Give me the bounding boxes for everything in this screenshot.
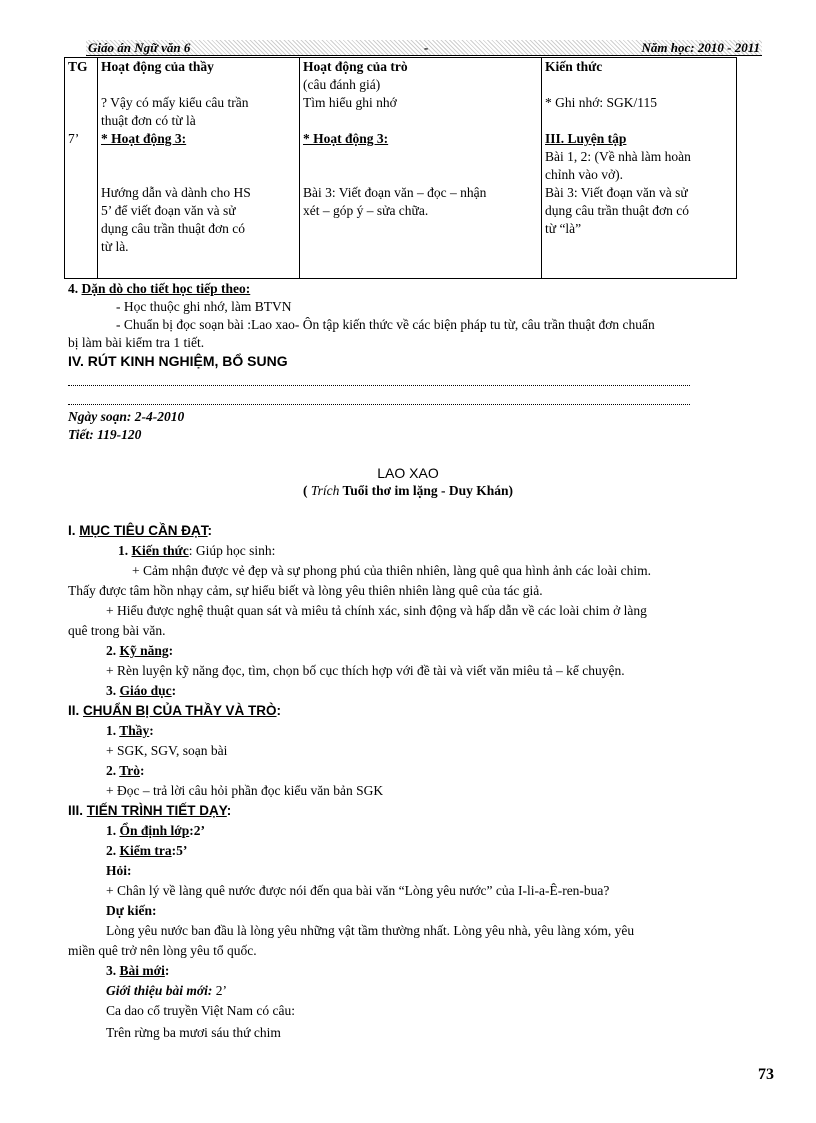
subsection-ky-nang: 2. Kỹ năng: <box>106 643 174 658</box>
s4-line: - Chuẩn bị đọc soạn bài :Lao xao- Ôn tập kiến thức về các biện pháp tu từ, câu trần thuật đơn chuẩn <box>116 317 655 332</box>
col-kien-thuc <box>542 58 737 279</box>
col-thay <box>98 58 300 279</box>
period-line: Tiết: 119-120 <box>68 427 142 442</box>
tro-text: Tìm hiểu ghi nhớ <box>303 95 397 110</box>
subsection-kien-thuc: 1. Kiến thức: Giúp học sinh: <box>118 543 276 558</box>
lesson-table <box>64 57 737 279</box>
body-line: quê trong bài văn. <box>68 623 166 638</box>
s4-line: - Học thuộc ghi nhớ, làm BTVN <box>116 299 292 314</box>
intro-line: Giới thiệu bài mới: 2’ <box>106 983 227 998</box>
kien-text: * Ghi nhớ: SGK/115 <box>545 95 658 110</box>
page-subtitle: ( Trích Tuổi thơ im lặng - Duy Khán) <box>302 483 514 498</box>
thay-activity: * Hoạt động 3: <box>101 131 187 146</box>
kien-text: Bài 1, 2: (Về nhà làm hoàn <box>545 149 691 164</box>
thay-text: dụng câu trần thuật đơn có <box>101 221 245 236</box>
section-1-heading: I. MỤC TIÊU CẦN ĐẠT: <box>68 523 213 538</box>
col-tg <box>65 58 98 279</box>
s4-line: bị làm bài kiểm tra 1 tiết. <box>68 335 205 350</box>
body-line: Thấy được tâm hồn nhạy cảm, sự hiểu biết và lòng yêu thiên nhiên làng quê của tác giả. <box>68 583 543 598</box>
subsection-kiem-tra: 2. Kiểm tra:5’ <box>106 843 188 858</box>
thay-text: ? Vậy có mấy kiểu câu trần <box>101 95 249 110</box>
dotted-line <box>68 403 690 405</box>
th-thay: Hoạt động của thầy <box>101 59 214 74</box>
date-line: Ngày soạn: 2-4-2010 <box>68 409 185 424</box>
section-2-heading: II. CHUẨN BỊ CỦA THẦY VÀ TRÒ: <box>68 703 282 718</box>
subsection-tro: 2. Trò: <box>106 763 145 778</box>
dotted-line <box>68 384 690 386</box>
section-4-heading: 4. Dặn dò cho tiết học tiếp theo: <box>68 281 251 296</box>
table-row <box>65 58 737 279</box>
subsection-bai-moi: 3. Bài mới: <box>106 963 170 978</box>
subsection-on-dinh: 1. Ổn định lớp:2’ <box>106 823 206 838</box>
header-separator: - <box>424 40 429 55</box>
th-kien: Kiến thức <box>545 59 603 74</box>
col-tro <box>300 58 542 279</box>
section-iv-heading: IV. RÚT KINH NGHIỆM, BỔ SUNG <box>68 353 288 369</box>
body-line: + Chân lý về làng quê nước được nói đến qua bài văn “Lòng yêu nước” của I-li-a-Ê-ren-bua? <box>106 883 610 898</box>
tro-activity: * Hoạt động 3: <box>303 131 389 146</box>
page-header <box>86 40 762 56</box>
expected-label: Dự kiến: <box>106 903 157 918</box>
body-line: Ca dao cổ truyền Việt Nam có câu: <box>106 1003 295 1018</box>
body-line: Trên rừng ba mươi sáu thứ chim <box>106 1025 281 1040</box>
tro-text: Bài 3: Viết đoạn văn – đọc – nhận <box>303 185 487 200</box>
kien-text: dụng câu trần thuật đơn có <box>545 203 689 218</box>
kien-heading: III. Luyện tập <box>545 131 627 146</box>
subsection-thay: 1. Thầy: <box>106 723 154 738</box>
body-line: + Rèn luyện kỹ năng đọc, tìm, chọn bố cục thích hợp với đề tài và viết văn miêu tả – kể chuyện. <box>106 663 625 678</box>
body-line: miền quê trở nên lòng yêu tổ quốc. <box>68 943 257 958</box>
th-tg: TG <box>68 59 88 74</box>
body-line: Lòng yêu nước ban đầu là lòng yêu những vật tầm thường nhất. Lòng yêu nhà, yêu làng xóm, yêu <box>106 923 635 938</box>
kien-text: Bài 3: Viết đoạn văn và sử <box>545 185 688 200</box>
kien-text: chỉnh vào vở). <box>545 167 623 182</box>
thay-text: thuật đơn có từ là <box>101 113 196 128</box>
section-3-heading: III. TIẾN TRÌNH TIẾT DẠY: <box>68 803 232 818</box>
body-line: + SGK, SGV, soạn bài <box>106 743 228 758</box>
tro-text: xét – góp ý – sửa chữa. <box>303 203 429 218</box>
body-line: + Đọc – trả lời câu hỏi phần đọc kiểu văn bản SGK <box>106 783 384 798</box>
body-line: + Cảm nhận được vẻ đẹp và sự phong phú của thiên nhiên, làng quê qua hình ảnh các loài chim. <box>132 563 651 578</box>
th-tro-sub: (câu đánh giá) <box>303 77 381 92</box>
tg-value: 7’ <box>68 131 80 146</box>
kien-text: từ “là” <box>545 221 582 236</box>
thay-text: Hướng dẫn và dành cho HS <box>101 185 251 200</box>
header-left: Giáo án Ngữ văn 6 <box>88 40 191 55</box>
thay-text: từ là. <box>101 239 129 254</box>
thay-text: 5’ để viết đoạn văn và sử <box>101 203 236 218</box>
header-right: Năm học: 2010 - 2011 <box>641 40 760 55</box>
body-line: + Hiểu được nghệ thuật quan sát và miêu tả chính xác, sinh động và hấp dẫn về các loài chim ở làng <box>106 603 647 618</box>
question-label: Hỏi: <box>106 863 132 878</box>
page-number: 73 <box>758 1066 774 1083</box>
subsection-giao-duc: 3. Giáo dục: <box>106 683 177 698</box>
page-title: LAO XAO <box>377 465 439 481</box>
th-tro: Hoạt động của trò <box>303 59 408 74</box>
